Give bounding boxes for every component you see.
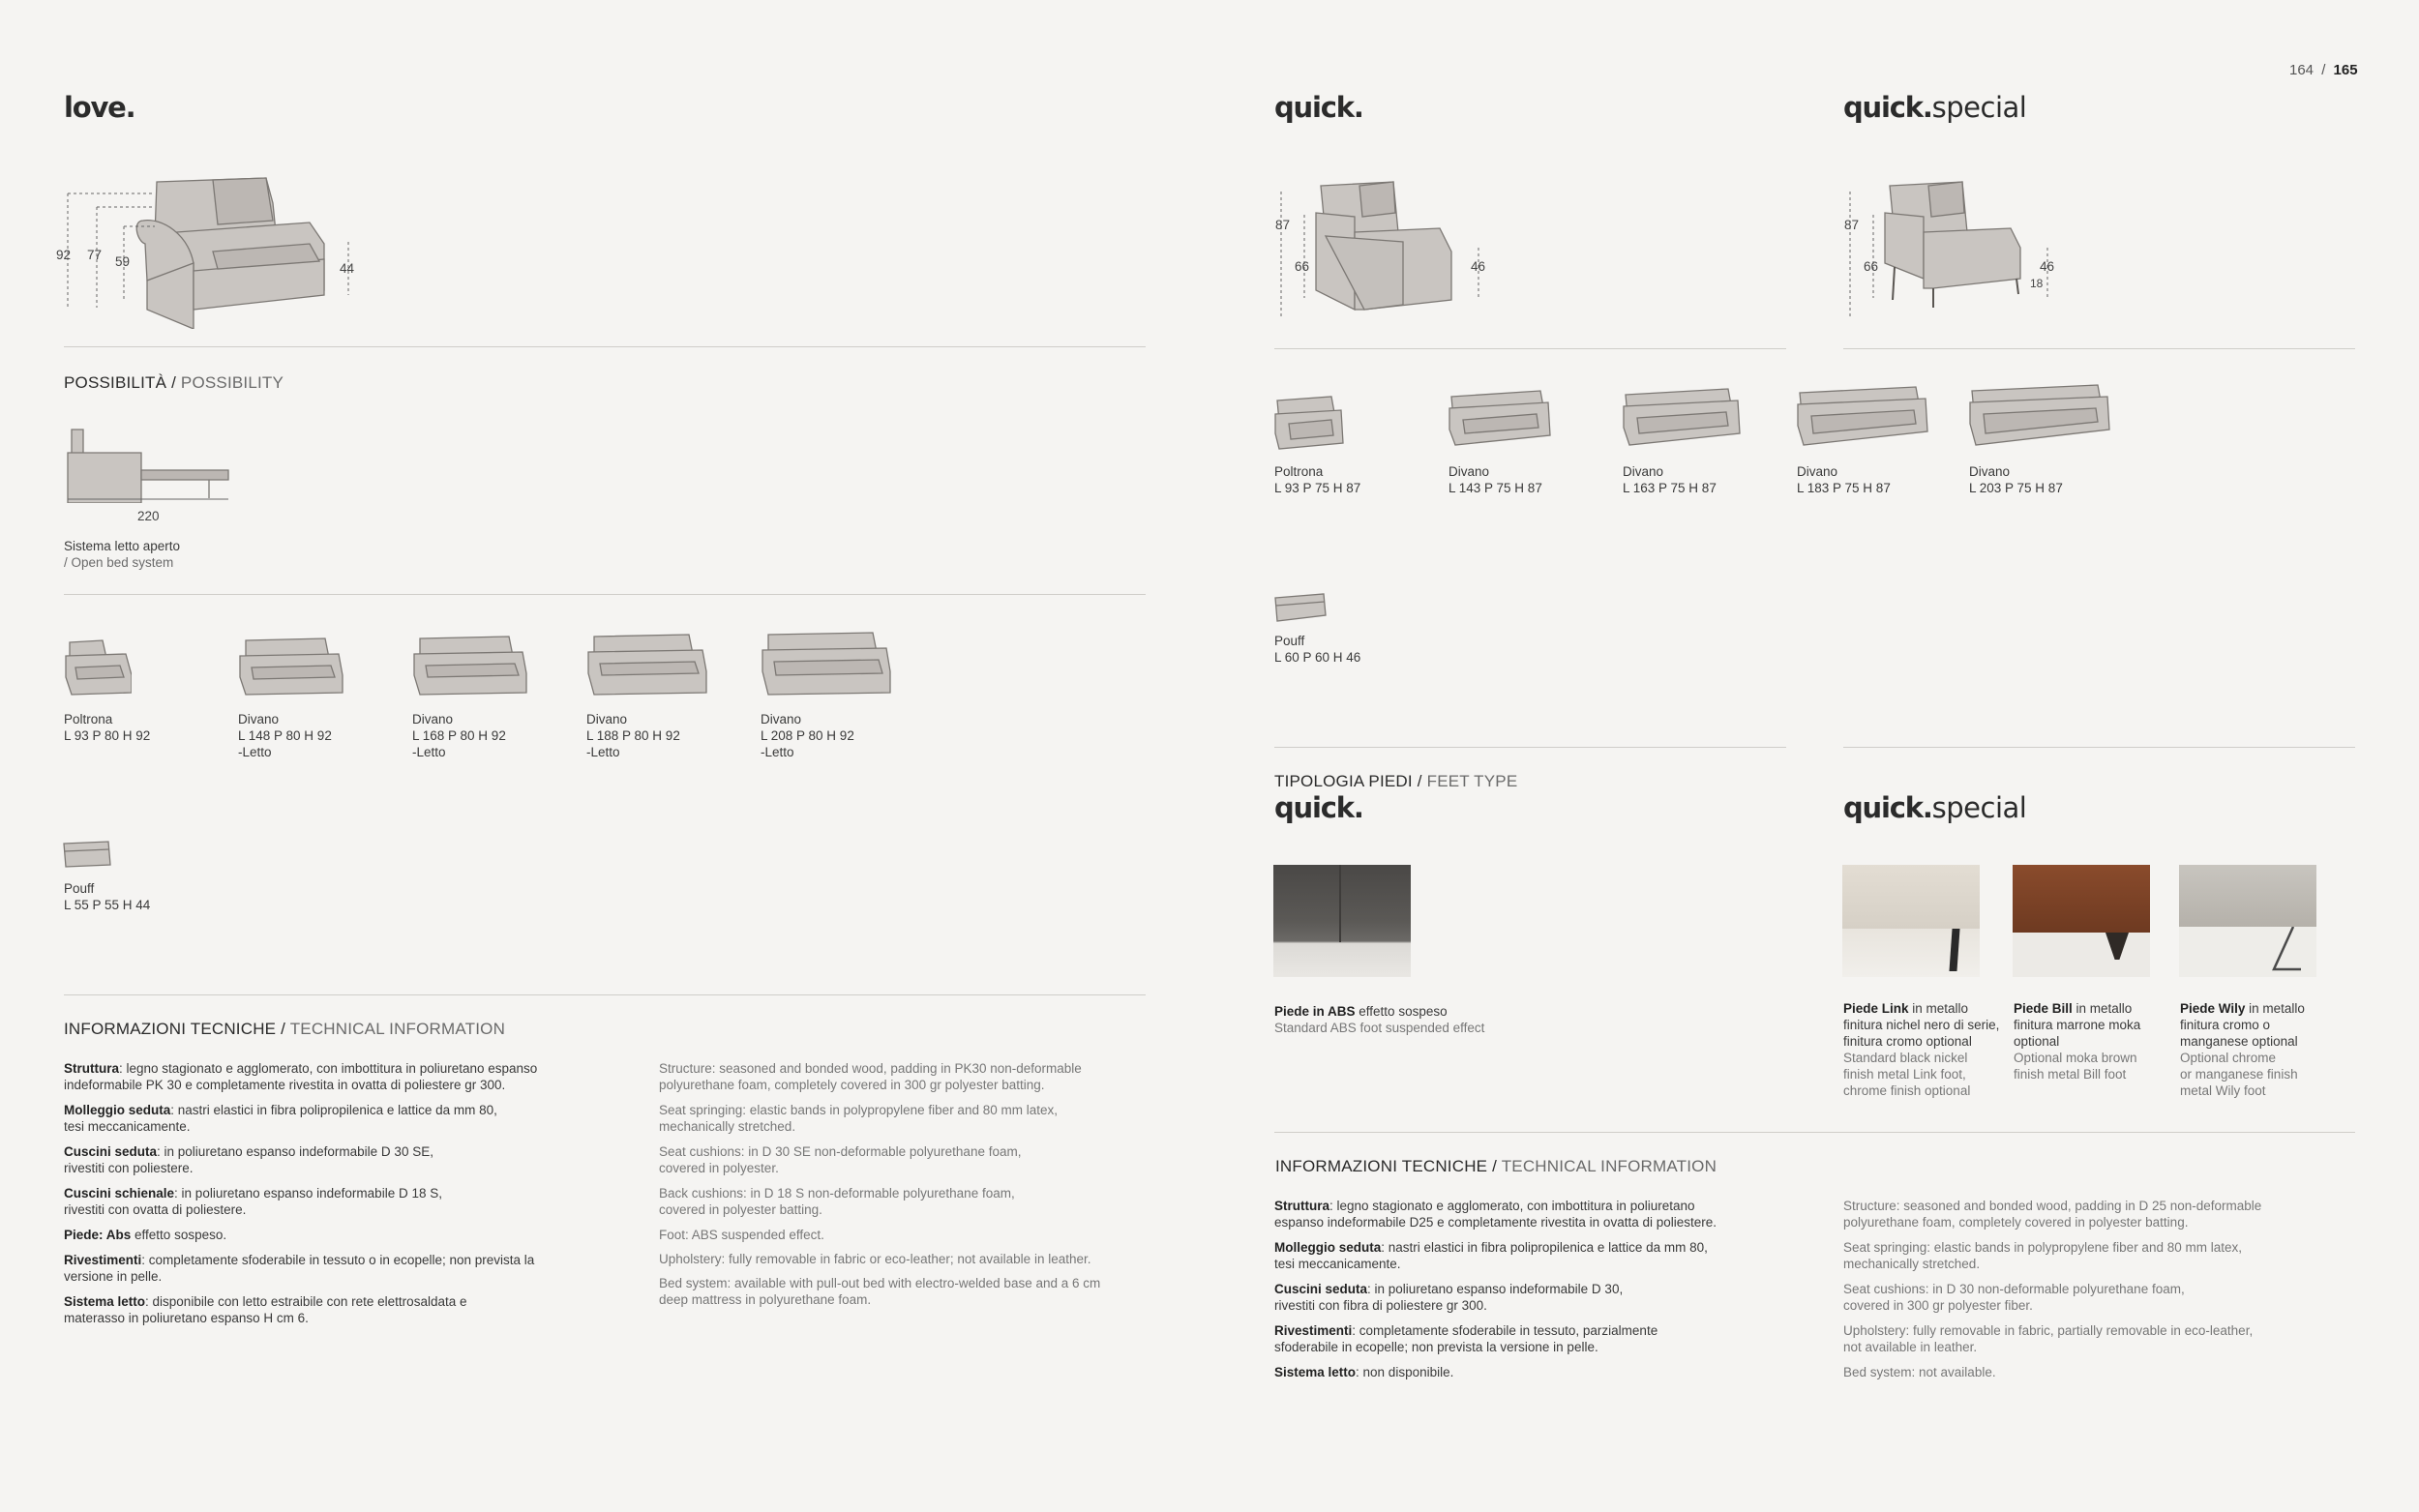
quick-model-divano-163-icon: [1622, 387, 1744, 451]
love-dim-92: 92: [56, 248, 72, 262]
love-dim-59: 59: [115, 254, 131, 269]
bed-system-drawing: [64, 426, 238, 503]
quick-tech-en: Structure: seasoned and bonded wood, padding in D 25 non-deformable polyurethane foam, completely covered in polyester batting. Seat springing: elastic bands in polypropylene fiber and 80 mm latex, mechanically stretched. Seat cushions: in D 30 non-deformable polyurethane foam, covered in 300 gr polyester fiber. Upholstery: fully removable in fabric, partially removable in eco-leather, not available in leather. Bed system: not available.: [1843, 1199, 2262, 1379]
love-pouff: Pouff L 55 P 55 H 44: [64, 881, 151, 912]
quick-special-dim-46: 46: [2040, 259, 2055, 274]
page-number: 164 / 165: [2289, 62, 2358, 78]
love-model-1: Poltrona L 93 P 80 H 92: [64, 712, 151, 743]
quick-model-4: Divano L 183 P 75 H 87: [1797, 464, 1891, 495]
quick-special-armchair-drawing: [1837, 174, 2069, 329]
love-model-poltrona-icon: [64, 638, 132, 697]
quick-feet-title: quick.: [1274, 791, 1363, 824]
bill-foot-desc: Piede Bill in metallo finitura marrone moka optional Optional moka brown finish metal Bill foot: [2014, 1001, 2141, 1082]
quick-model-3: Divano L 163 P 75 H 87: [1623, 464, 1717, 495]
quick-rule-2: [1274, 747, 1786, 748]
quick-tech-title: INFORMAZIONI TECNICHE / TECHNICAL INFORMATION: [1275, 1157, 1717, 1175]
quick-dim-66: 66: [1295, 259, 1310, 274]
love-model-divano-188-icon: [586, 633, 708, 697]
quick-pouff-icon: [1273, 592, 1328, 623]
love-model-divano-168-icon: [412, 635, 528, 697]
wily-foot-desc: Piede Wily in metallo finitura cromo o manganese optional Optional chrome or manganese finish metal Wily foot: [2180, 1001, 2305, 1098]
quick-model-5: Divano L 203 P 75 H 87: [1969, 464, 2063, 495]
love-model-4: Divano L 188 P 80 H 92 -Letto: [586, 712, 680, 759]
love-model-divano-148-icon: [238, 637, 344, 697]
quick-model-divano-183-icon: [1796, 385, 1931, 451]
quick-special-dim-18: 18: [2030, 277, 2044, 290]
quick-rule-3: [1274, 1132, 2355, 1133]
love-dim-77: 77: [87, 248, 103, 262]
love-rule-3: [64, 994, 1146, 995]
quick-special-title: quick.special: [1843, 91, 2027, 124]
love-model-2: Divano L 148 P 80 H 92 -Letto: [238, 712, 332, 759]
love-title: love.: [64, 91, 135, 124]
love-model-divano-208-icon: [761, 631, 892, 697]
love-model-5: Divano L 208 P 80 H 92 -Letto: [761, 712, 854, 759]
quick-model-poltrona-icon: [1273, 395, 1345, 453]
love-tech-it: Struttura: legno stagionato e agglomerato, con imbottitura in poliuretano espanso indeformabile PK 30 e completamente rivestita in ovatta di poliestere gr 300. Molleggio seduta: nastri elastici in fibra polipropilenica e lattice da mm 80, tesi meccanicamente. Cuscini seduta: in poliuretano espanso indeformabile D 30 SE, rivestiti con poliestere. Cuscini schienale: in poliuretano espanso indeformabile D 18 S, rivestiti con ovatta di poliestere. Piede: Abs effetto sospeso. Rivestimenti: completamente sfoderabile in tessuto o in ecopelle; non prevista la versione in pelle. Sistema letto: disponibile con letto estraibile con rete elettrosaldata e materasso in poliuretano espanso H cm 6.: [64, 1061, 538, 1325]
love-pouff-icon: [62, 840, 112, 869]
feet-type-title: TIPOLOGIA PIEDI / FEET TYPE: [1274, 772, 1518, 790]
love-rule-2: [64, 594, 1146, 595]
love-tech-title: INFORMAZIONI TECNICHE / TECHNICAL INFORMATION: [64, 1020, 506, 1038]
link-foot-desc: Piede Link in metallo finitura nichel nero di serie, finitura cromo optional Standard black nickel finish metal Link foot, chrome finish optional: [1843, 1001, 2000, 1098]
quick-rule-1: [1274, 348, 1786, 349]
quick-dim-87: 87: [1275, 218, 1291, 232]
quick-special-dim-66: 66: [1864, 259, 1879, 274]
quick-special-rule-2: [1843, 747, 2355, 748]
quick-title: quick.: [1274, 91, 1363, 124]
abs-foot-photo: [1273, 865, 1411, 977]
bed-caption: Sistema letto aperto / Open bed system: [64, 539, 181, 570]
love-rule-1: [64, 346, 1146, 347]
wily-foot-photo: [2179, 865, 2316, 977]
quick-special-rule-1: [1843, 348, 2355, 349]
love-model-3: Divano L 168 P 80 H 92 -Letto: [412, 712, 506, 759]
quick-model-divano-203-icon: [1968, 383, 2113, 451]
link-foot-photo: [1842, 865, 1980, 977]
quick-model-divano-143-icon: [1448, 389, 1554, 451]
love-dim-44: 44: [340, 261, 355, 276]
love-armchair-drawing: [58, 164, 368, 329]
quick-tech-it: Struttura: legno stagionato e agglomerato, con imbottitura in poliuretano espanso indeformabile D25 e completamente rivestita in ovatta di poliestere. Molleggio seduta: nastri elastici in fibra polipropilenica e lattice da mm 80, tesi meccanicamente. Cuscini seduta: in poliuretano espanso indeformabile D 30, rivestiti con fibra di poliestere gr 300. Rivestimenti: completamente sfoderabile in tessuto, parzialmente sfoderabile in ecopelle; non prevista la versione in pelle. Sistema letto: non disponibile.: [1274, 1199, 1717, 1379]
quick-model-2: Divano L 143 P 75 H 87: [1448, 464, 1542, 495]
abs-foot-desc: Piede in ABS effetto sospeso Standard ABS foot suspended effect: [1274, 1004, 1485, 1035]
quick-pouff: Pouff L 60 P 60 H 46: [1274, 634, 1361, 665]
quick-armchair-drawing: [1268, 174, 1500, 329]
love-tech-en: Structure: seasoned and bonded wood, padding in PK30 non-deformable polyurethane foam, completely covered in 300 gr polyester batting. Seat springing: elastic bands in polypropylene fiber and 80 mm latex, mechanically stretched. Seat cushions: in D 30 SE non-deformable polyurethane foam, covered in polyester. Back cushions: in D 18 S non-deformable polyurethane foam, covered in polyester batting. Foot: ABS suspended effect. Upholstery: fully removable in fabric or eco-leather; not available in leather. Bed system: available with pull-out bed with electro-welded base and a 6 cm deep mattress in polyurethane foam.: [659, 1061, 1101, 1307]
bill-foot-photo: [2013, 865, 2150, 977]
quick-special-dim-87: 87: [1844, 218, 1860, 232]
bed-width: 220: [137, 509, 160, 523]
quick-dim-46: 46: [1471, 259, 1486, 274]
possibility-title: POSSIBILITÀ / POSSIBILITY: [64, 373, 284, 392]
quick-special-feet-title: quick.special: [1843, 791, 2027, 824]
quick-model-1: Poltrona L 93 P 75 H 87: [1274, 464, 1361, 495]
